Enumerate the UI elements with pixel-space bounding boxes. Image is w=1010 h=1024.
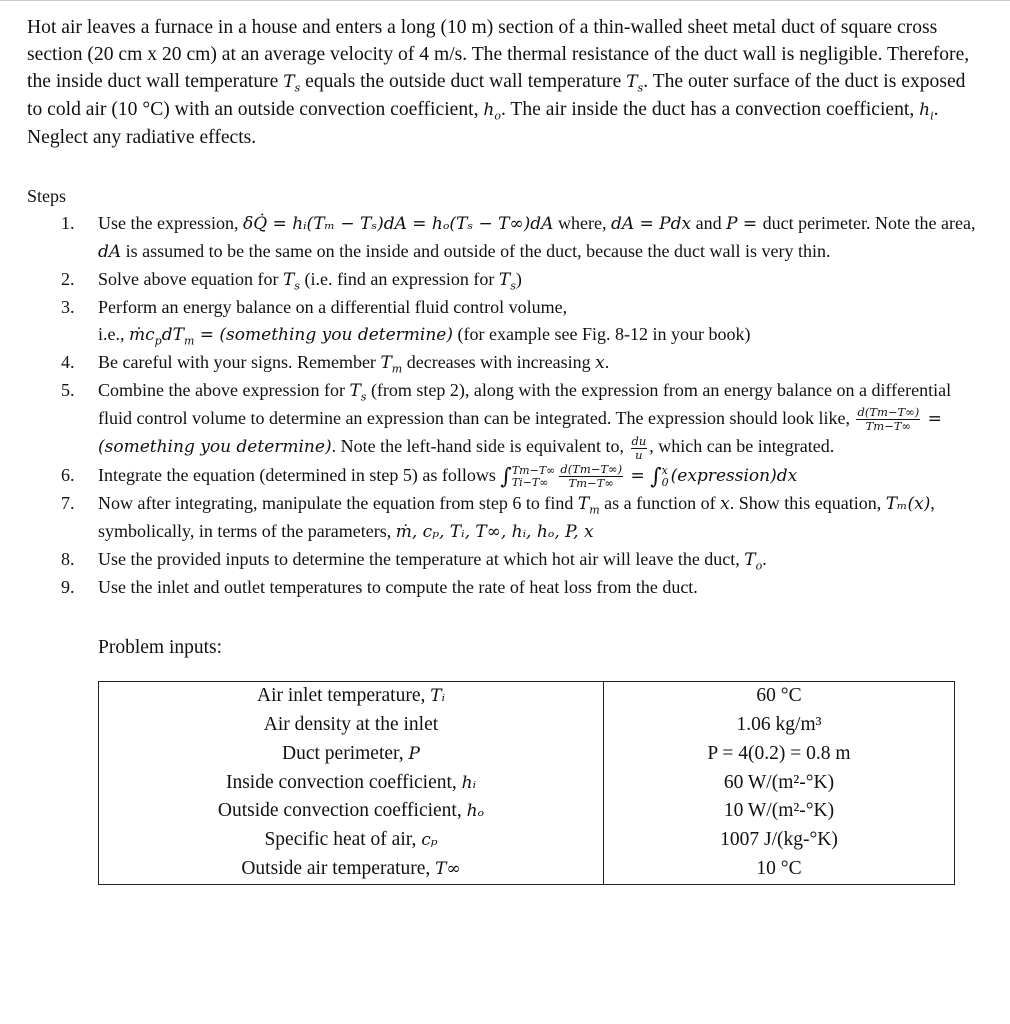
- steps-heading: Steps: [27, 186, 67, 206]
- input-label: Air density at the inlet: [263, 713, 439, 735]
- step-text: , symbolically, in terms of the parameters,: [98, 493, 935, 542]
- x-symbol: x: [720, 494, 730, 515]
- step-text: is assumed to be the same on the inside and outside of the duct, because the duct wall is very thin.: [121, 241, 831, 261]
- step-4: [27, 349, 977, 377]
- ho-symbol: $h_o$: [483, 100, 501, 123]
- step-text: .: [604, 352, 610, 372]
- inputs-table: [98, 681, 955, 885]
- intro-text-1: Hot air leaves a furnace in a house and enters a long (10 m) section of a thin-walled sheet metal duct of square cross section (20 cm x 20 cm) at an average velocity of 4 m/s. The thermal resistance of the duct wall is negligible. Therefore, the inside duct wall temperature: [27, 17, 970, 92]
- step-text: Now after integrating, manipulate the equation from step 6 to find: [98, 493, 578, 514]
- ts-symbol: $T_s$: [626, 72, 644, 95]
- top-rule: [0, 0, 1010, 1]
- input-values-cell: [604, 682, 955, 885]
- step-text: , which can be integrated.: [649, 436, 835, 457]
- step-text: (for example see Fig. 8-12 in your book): [453, 324, 751, 344]
- step-text: duct perimeter. Note the area,: [762, 213, 976, 233]
- integral-limits: x 0: [661, 463, 669, 489]
- step-text: Integrate the equation (determined in step 5) as follows: [98, 464, 501, 485]
- step-text: ): [515, 269, 522, 289]
- integrand-fraction: $\frac{d(Tm-T\infty)}{Tm-T\infty}$: [560, 462, 623, 491]
- step-8: [27, 546, 977, 574]
- tm-symbol: $T_m$: [380, 353, 403, 376]
- ts-symbol: $T_s$: [282, 270, 300, 293]
- step-text: (from step 2), along with the expression from an energy balance on a differential fluid control volume to determine an expression than can be integrated. The expression should look like,: [98, 380, 952, 428]
- x-symbol: x: [595, 353, 605, 373]
- da-symbol: dA: [98, 242, 122, 262]
- perimeter-equation: P =: [726, 214, 763, 234]
- intro-text-2: equals the outside duct wall temperature: [300, 71, 627, 92]
- step-text: and: [691, 213, 727, 233]
- input-label: Inside convection coefficient, hᵢ: [225, 771, 477, 793]
- heat-equation: δQ̇ = hᵢ(Tₘ − Tₛ)dA = hₒ(Tₛ − T∞)dA: [242, 214, 554, 234]
- step-text: Be careful with your signs. Remember: [98, 352, 381, 372]
- step-text: as a function of: [599, 493, 721, 514]
- step-text: i.e.,: [98, 324, 129, 344]
- tm-symbol: $T_m$: [577, 494, 600, 517]
- step-1: [27, 210, 977, 266]
- log-derivative-fraction: $\frac{d(Tm-T\infty)}{Tm-T\infty}$: [857, 405, 920, 434]
- integral-sign-icon: ∫: [500, 464, 512, 490]
- step-text: Combine the above expression for: [98, 380, 350, 400]
- input-label: Specific heat of air, cₚ: [264, 829, 438, 851]
- step-9: [27, 574, 977, 601]
- input-value: 10 °C: [756, 857, 802, 879]
- energy-balance-equation: $ṁc_pdT_m$ = (something you determine): [129, 325, 454, 348]
- input-label: Air inlet temperature, Tᵢ: [256, 685, 446, 707]
- step-3: [27, 294, 977, 349]
- steps-list: [27, 210, 977, 601]
- step-number: 2.: [61, 269, 75, 289]
- integral-limits: Tm−T∞ Ti−T∞: [511, 463, 556, 489]
- step-number: 8.: [61, 549, 75, 570]
- table-row: [99, 682, 955, 885]
- step-text: (i.e. find an expression for: [299, 269, 499, 289]
- hi-symbol: $h_i$: [919, 100, 934, 123]
- step-text: Solve above equation for: [98, 269, 283, 289]
- step-text: . Note the left-hand side is equivalent to,: [331, 436, 629, 457]
- input-value: 60 W/(m²-°K): [723, 771, 835, 793]
- rhs-integrand: (expression)dx: [670, 465, 798, 486]
- problem-document: [27, 14, 977, 885]
- intro-text-3: . The outer surface of the duct is exposed to cold air (10 °C) with an outside convection coefficient,: [27, 71, 966, 120]
- parameter-list: ṁ, cₚ, Tᵢ, T∞, hᵢ, hₒ, P, x: [395, 522, 594, 543]
- input-labels-cell: [99, 682, 604, 885]
- step-2: [27, 266, 977, 294]
- integral-sign-icon: ∫: [650, 464, 662, 490]
- input-value: 60 °C: [756, 685, 802, 707]
- step-text: Perform an energy balance on a differential fluid control volume,: [98, 297, 568, 317]
- input-label: Duct perimeter, P: [282, 742, 420, 764]
- step-5: [27, 377, 977, 462]
- step-text: . Show this equation,: [729, 493, 886, 514]
- step-text: Use the provided inputs to determine the temperature at which hot air will leave the duct,: [98, 549, 745, 570]
- area-equation: dA = Pdx: [610, 214, 692, 234]
- du-over-u-fraction: $\frac{du}{u}$: [631, 433, 647, 462]
- intro-text-5: . Neglect any radiative effects.: [27, 99, 939, 148]
- step-text: where,: [553, 213, 611, 233]
- ts-symbol: $T_s$: [283, 72, 301, 95]
- inputs-heading: Problem inputs:: [98, 637, 223, 659]
- equals-sign: =: [625, 465, 651, 486]
- input-label: Outside air temperature, T∞: [241, 857, 461, 879]
- input-label: Outside convection coefficient, hₒ: [217, 800, 485, 822]
- step-number: 1.: [61, 213, 75, 233]
- step-number: 4.: [61, 352, 75, 372]
- step-text: Use the expression,: [98, 213, 243, 233]
- step-number: 5.: [61, 380, 75, 400]
- step-text: .: [762, 549, 767, 570]
- step-6: [27, 462, 977, 490]
- step-text: decreases with increasing: [402, 352, 596, 372]
- problem-statement: [27, 14, 977, 151]
- input-value: 10 W/(m²-°K): [723, 800, 835, 822]
- input-value: 1007 J/(kg-°K): [720, 829, 838, 851]
- step-number: 7.: [61, 493, 75, 514]
- step-number: 6.: [61, 464, 75, 485]
- to-symbol: $T_o$: [744, 550, 763, 573]
- step-number: 3.: [61, 297, 75, 317]
- intro-text-4: . The air inside the duct has a convection coefficient,: [500, 99, 920, 120]
- rhs-expression: = (something you determine): [98, 409, 942, 458]
- step-7: [27, 490, 977, 546]
- step-number: 9.: [61, 577, 75, 598]
- step-text: Use the inlet and outlet temperatures to compute the rate of heat loss from the duct.: [98, 577, 698, 598]
- ts-symbol: $T_s$: [349, 381, 367, 404]
- input-value: P = 4(0.2) = 0.8 m: [707, 742, 851, 764]
- tm-function: Tₘ(x): [885, 494, 931, 515]
- ts-symbol: $T_s$: [498, 270, 516, 293]
- input-value: 1.06 kg/m³: [736, 713, 822, 735]
